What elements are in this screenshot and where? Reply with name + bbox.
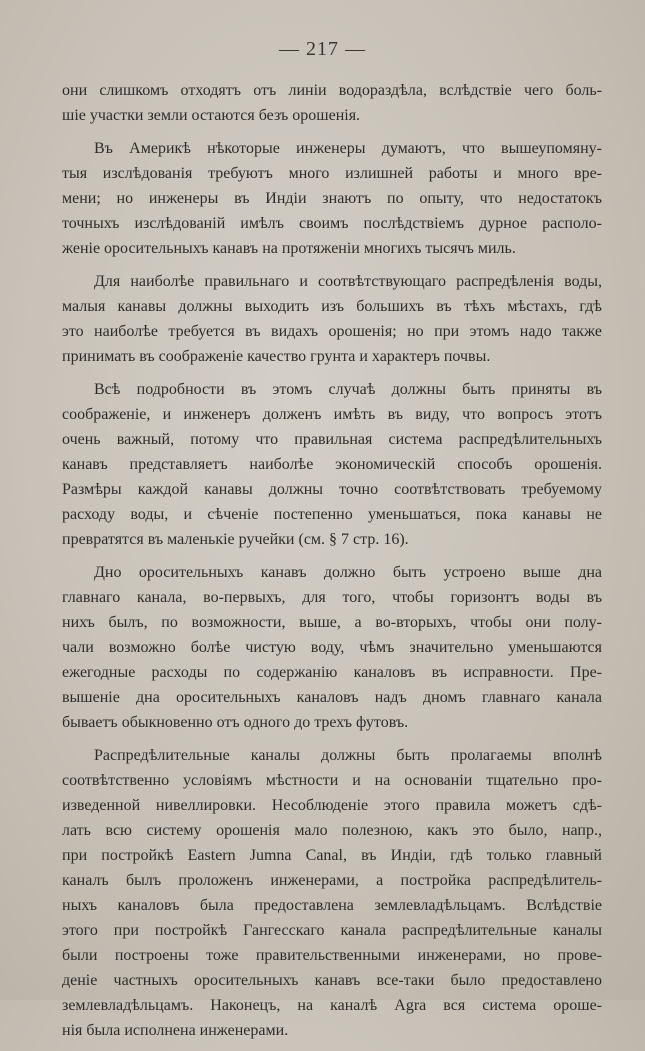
text-line: это наиболѣе требуется въ видахъ орошенія; но при этомъ надо также bbox=[62, 323, 602, 340]
text-line: этого при постройкѣ Гангесскаго канала распредѣлительные каналы bbox=[62, 922, 602, 939]
text-line: Въ Америкѣ нѣкоторые инженеры думаютъ, что вышеупомяну- bbox=[94, 140, 602, 157]
text-line: шіе участки земли остаются безъ орошенія. bbox=[62, 107, 361, 124]
text-line: нія была исполнена инженерами. bbox=[62, 1022, 289, 1039]
text-line: Дно оросительныхъ канавъ должно быть устроено выше дна bbox=[94, 564, 602, 581]
text-line: соотвѣтственно условіямъ мѣстности и на основаніи тщательно про- bbox=[62, 772, 602, 789]
text-line: очень важный, потому что правильная система распредѣлительныхъ bbox=[62, 431, 602, 448]
body-text bbox=[62, 78, 602, 1051]
text-line: малыя канавы должны выходить изъ большихъ въ тѣхъ мѣстахъ, гдѣ bbox=[62, 298, 602, 315]
text-line: соображеніе, и инженеръ долженъ имѣть въ виду, что вопросъ этотъ bbox=[62, 406, 602, 423]
text-line: бываетъ обыкновенно отъ одного до трехъ футовъ. bbox=[62, 714, 409, 731]
text-line: канавъ представляетъ наиболѣе экономическій способъ орошенія. bbox=[62, 456, 602, 473]
text-line: землевладѣльцамъ. Наконецъ, на каналѣ Agra вся система ороше- bbox=[62, 997, 602, 1014]
text-line: Размѣры каждой канавы должны точно соотвѣтствовать требуемому bbox=[62, 481, 602, 498]
text-line: лать всю систему орошенія мало полезною, какъ это было, напр., bbox=[62, 822, 602, 839]
text-line: Для наиболѣе правильнаго и соотвѣтствующаго распредѣленія воды, bbox=[94, 273, 602, 290]
paragraph-4 bbox=[62, 377, 602, 552]
text-line: точныхъ изслѣдованій имѣлъ своимъ послѣдствіемъ дурное располо- bbox=[62, 215, 602, 232]
text-line: Всѣ подробности въ этомъ случаѣ должны быть приняты въ bbox=[94, 381, 602, 398]
text-line: каналъ былъ проложенъ инженерами, а постройка распредѣлитель- bbox=[62, 872, 602, 889]
paragraph-6 bbox=[62, 743, 602, 1043]
text-line: они слишкомъ отходятъ отъ линіи водораздѣла, вслѣдствіе чего боль- bbox=[62, 82, 602, 99]
paragraph-1 bbox=[62, 78, 602, 128]
text-line: изведенной нивеллировки. Несоблюденіе этого правила можетъ сдѣ- bbox=[62, 797, 602, 814]
text-line: ежегодные расходы по содержанію каналовъ въ исправности. Пре- bbox=[62, 664, 602, 681]
paragraph-3 bbox=[62, 269, 602, 369]
text-line: тыя изслѣдованія требуютъ много излишней работы и много вре- bbox=[62, 165, 602, 182]
text-line: деніе частныхъ оросительныхъ канавъ все-таки было предоставлено bbox=[62, 972, 602, 989]
text-line: ныхъ каналовъ была предоставлена землевладѣльцамъ. Вслѣдствіе bbox=[62, 897, 602, 914]
page-number: — 217 — bbox=[279, 38, 366, 60]
text-line: превратятся въ маленькіе ручейки (см. § 7 стр. 16). bbox=[62, 531, 409, 548]
text-line: при постройкѣ Eastern Jumna Canal, въ Индіи, гдѣ только главный bbox=[62, 847, 602, 864]
text-line: женіе оросительныхъ канавъ на протяженіи многихъ тысячъ миль. bbox=[62, 240, 516, 257]
paragraph-2 bbox=[62, 136, 602, 261]
text-line: принимать въ соображеніе качество грунта и характеръ почвы. bbox=[62, 348, 491, 365]
text-line: вышеніе дна оросительныхъ каналовъ надъ дномъ главнаго канала bbox=[62, 689, 602, 706]
text-line: расходу воды, и сѣченіе постепенно уменьшаться, пока канавы не bbox=[62, 506, 602, 523]
text-line: нихъ былъ, по возможности, выше, а во-вторыхъ, чтобы они полу- bbox=[62, 614, 602, 631]
text-line: чали возможно болѣе чистую воду, чѣмъ значительно уменьшаются bbox=[62, 639, 602, 656]
paragraph-5 bbox=[62, 560, 602, 735]
text-line: главнаго канала, во-первыхъ, для того, чтобы горизонтъ воды въ bbox=[62, 589, 602, 606]
text-line: Распредѣлительные каналы должны быть пролагаемы вполнѣ bbox=[94, 747, 602, 764]
text-line: мени; но инженеры въ Индіи знаютъ по опыту, что недостатокъ bbox=[62, 190, 602, 207]
text-line: были построены тоже правительственными инженерами, но прове- bbox=[62, 947, 602, 964]
